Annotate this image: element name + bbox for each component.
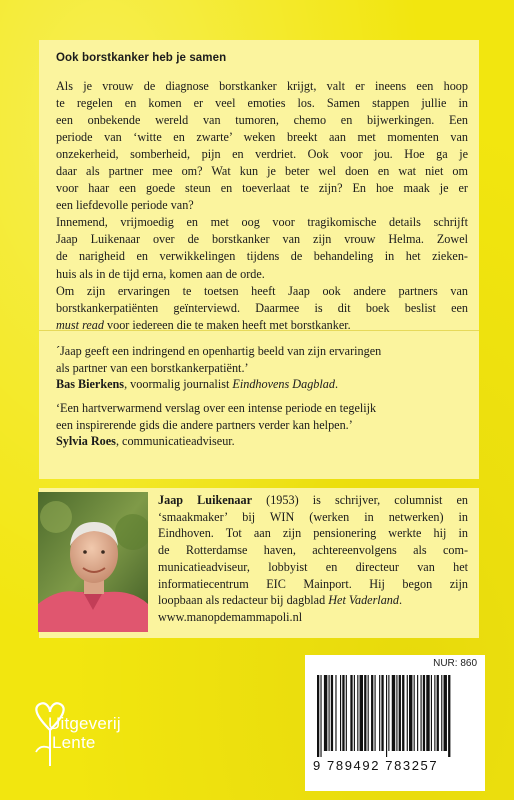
blurb-line: Als je vrouw de diagnose borstkanker krijgt, valt er ineens een hoop xyxy=(56,79,468,93)
barcode-bar xyxy=(360,675,363,751)
barcode-bar xyxy=(386,675,387,757)
barcode-bar xyxy=(417,675,418,751)
barcode-bar xyxy=(421,675,422,751)
blurb-line: een onbekende wereld van tumoren, chemo en bijwerkingen. Een xyxy=(56,113,468,128)
barcode-bar xyxy=(317,675,319,757)
barcode-bar xyxy=(431,675,432,751)
barcode-bar xyxy=(329,675,330,751)
barcode-bar xyxy=(434,675,435,751)
must-read-text: must read xyxy=(56,317,104,332)
blurb-line-end: voor iedereen die te maken heeft met borstkanker. xyxy=(103,317,351,332)
nur-code: NUR: 860 xyxy=(433,658,477,669)
blurb-body xyxy=(56,78,468,334)
barcode-bar xyxy=(357,675,358,751)
bio-line: Eindhoven. Tot aan zijn pensionering werkte hij in xyxy=(158,526,468,541)
quote-attribution: Bas Bierkens, voormalig journalist Eindhovens Dagblad. xyxy=(56,377,339,391)
barcode-bar xyxy=(392,675,395,751)
author-photo xyxy=(38,492,148,632)
blurb-line: Om zijn ervaringen te toetsen heeft Jaap ook andere partners van xyxy=(56,283,468,298)
barcode-bar xyxy=(375,675,376,751)
barcode-bar xyxy=(368,675,369,751)
blurb-line: de narigheid en verwikkelingen tijdens de behandeling in het zieken- xyxy=(56,249,468,264)
blurb-line: te regelen en komen er veel emoties los. Samen stappen jullie in xyxy=(56,96,468,111)
barcode-bar xyxy=(402,675,404,751)
quote-bierkens xyxy=(56,343,468,393)
barcode-bar xyxy=(396,675,397,751)
barcode-bar xyxy=(350,675,352,751)
barcode-bar xyxy=(340,675,341,751)
quote-publication: Eindhovens Dagblad xyxy=(232,377,335,391)
barcode-bar xyxy=(320,675,321,757)
quote-line: ‘Een hartverwarmend verslag over een intense periode en tegelijk xyxy=(56,401,377,415)
website-link[interactable]: www.manopdemammapoli.nl xyxy=(158,609,303,624)
quote-attribution: Sylvia Roes, communicatieadviseur. xyxy=(56,434,235,448)
barcode-bar xyxy=(342,675,344,751)
barcode-bar xyxy=(441,675,442,751)
quote-line: een inspirerende gids die andere partners verder kan helpen.’ xyxy=(56,417,353,432)
isbn-number: 9 789492 783257 xyxy=(313,758,439,773)
blurb-line: daar als partner mee om? Wat kun je beter wel doen en wat niet om xyxy=(56,164,468,179)
bio-line: Jaap Luikenaar (1953) is schrijver, columnist en xyxy=(158,493,468,507)
barcode-bar xyxy=(399,675,401,751)
quote-author-name: Sylvia Roes xyxy=(56,434,116,448)
quote-author-name: Bas Bierkens xyxy=(56,377,125,391)
barcode-bar xyxy=(423,675,425,751)
publisher-imprint: Lente xyxy=(52,733,96,752)
blurb-line: onzekerheid, somberheid, pijn en verdriet. Ook voor jou. Hoe ga je xyxy=(56,147,468,162)
barcode-bar xyxy=(409,675,412,751)
barcode-bar xyxy=(364,675,366,751)
barcode-bar xyxy=(379,675,380,751)
barcode-bar xyxy=(371,675,373,751)
bio-line: loopbaan als redacteur bij dagblad Het Vaderland. xyxy=(158,593,403,608)
bio-line: municatieadviseur, lobbyist en directeur van het xyxy=(158,559,468,574)
barcode-bar xyxy=(335,675,336,751)
barcode-bar xyxy=(381,675,383,751)
barcode-bar xyxy=(426,675,429,751)
blurb-line xyxy=(56,317,468,334)
publisher-name: Uitgeverij xyxy=(48,714,121,733)
barcode-bar xyxy=(354,675,355,751)
blurb-line: een liefdevolle periode van? xyxy=(56,198,194,213)
blurb-line: borstkankerpatiënten geïnterviewd. Daarmee is dit boek beslist een xyxy=(56,300,468,315)
newspaper-title: Het Vaderland xyxy=(328,593,399,608)
blurb-line: Jaap Luikenaar over de borstkanker van zijn vrouw Helma. Zowel xyxy=(56,232,468,247)
blurb-heading: Ook borstkanker heb je samen xyxy=(56,52,227,64)
blurb-line: Innemend, vrijmoedig en met oog voor tragikomische details schrijft xyxy=(56,215,468,230)
barcode-bar xyxy=(324,675,327,751)
barcode-bar xyxy=(414,675,415,751)
barcode xyxy=(313,675,479,757)
bio-line: informatiecentrum EIC Mainport. Hij begon zijn xyxy=(158,576,468,591)
barcode-bar xyxy=(437,675,439,751)
barcode-bar xyxy=(331,675,333,751)
quote-line: als partner van een borstkankerpatiënt.’ xyxy=(56,360,249,375)
barcode-bar xyxy=(448,675,450,757)
barcode-bar xyxy=(444,675,447,751)
barcode-label xyxy=(305,655,485,791)
author-name: Jaap Luikenaar xyxy=(158,493,253,507)
bio-line: ‘smaakmaker’ bij WIN (werken in netwerken) in xyxy=(158,509,468,524)
barcode-bar xyxy=(346,675,347,751)
barcode-bar xyxy=(407,675,408,751)
blurb-line: huis als in de tijd erna, komen aan de orde. xyxy=(56,266,265,281)
blurb-line: voor haar een goede steun en toeverlaat te zijn? En hoe maak je er xyxy=(56,181,468,196)
quote-roes xyxy=(56,400,468,450)
barcode-bar xyxy=(388,675,389,751)
blurb-line: periode van ‘witte en zwarte’ weken breekt aan met momenten van xyxy=(56,130,468,145)
bio-line: de Rotterdamse haven, achtereenvolgens als com- xyxy=(158,543,468,558)
author-bio xyxy=(158,492,468,626)
quote-line: ´Jaap geeft een indringend en openhartig beeld van zijn ervaringen xyxy=(56,344,382,358)
